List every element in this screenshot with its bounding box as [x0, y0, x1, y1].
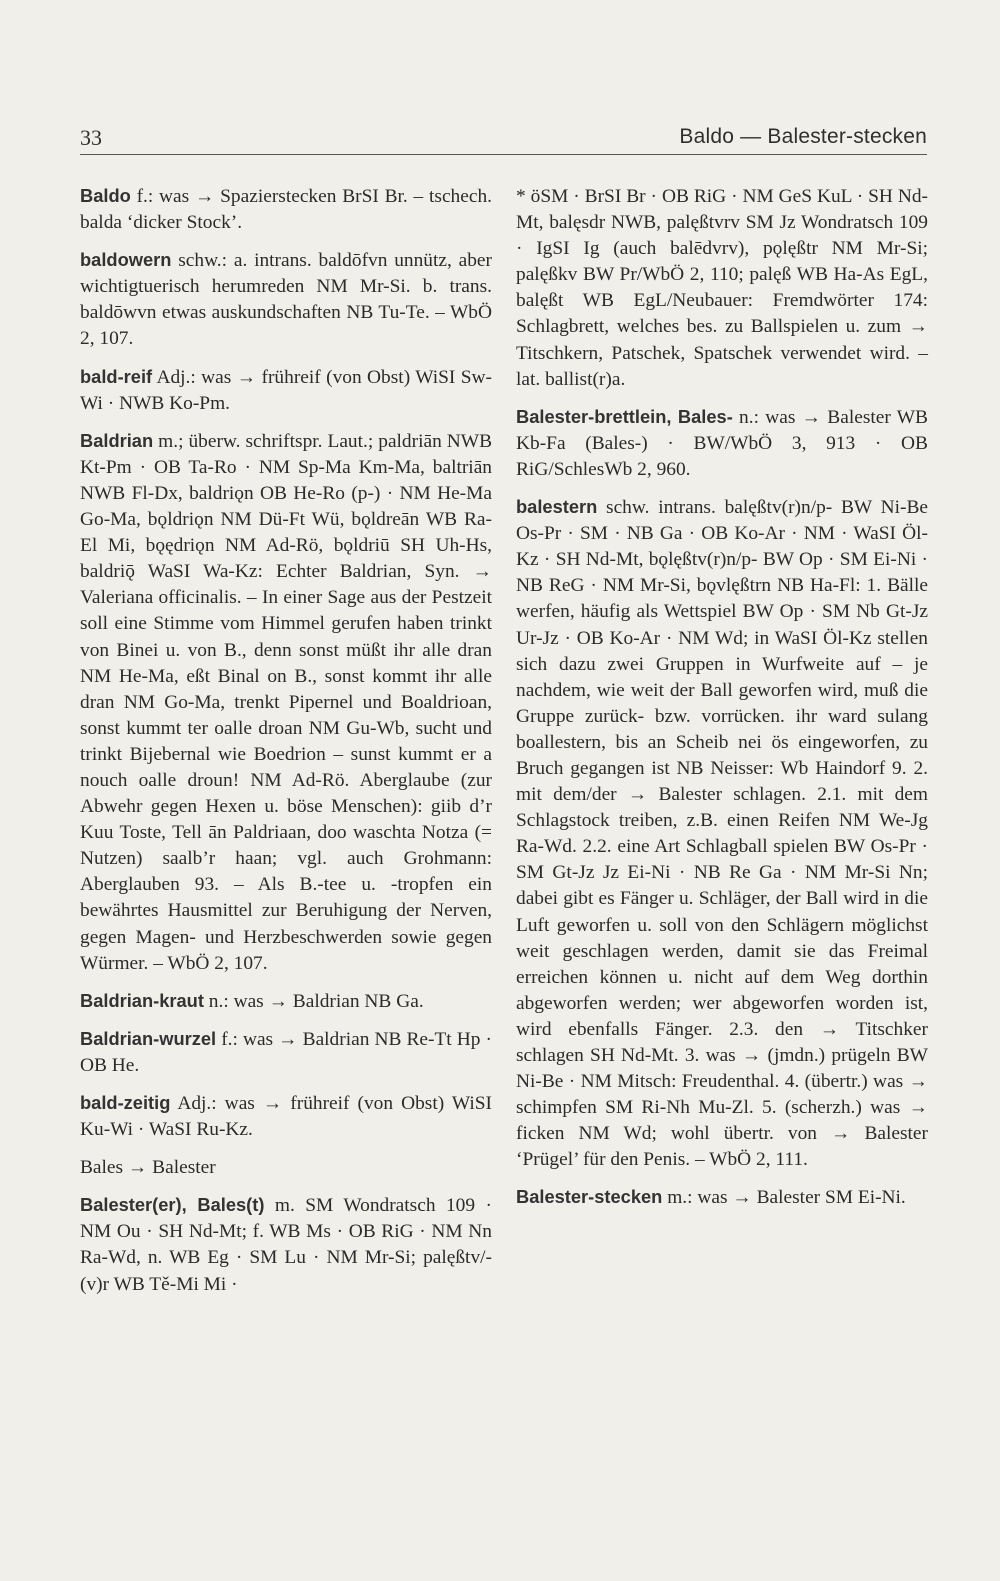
dictionary-entry — [516, 1184, 928, 1211]
entry-text: n.: was → Baldrian NB Ga. — [203, 990, 424, 1012]
dictionary-entry — [80, 1090, 492, 1143]
entry-text: * öSM · BrSI Br · OB RiG · NM GeS KuL · SH Nd-Mt, balęsdr NWB, palęßtvrv SM Jz Wondratsch 109 · IgSI Ig (auch balēdvrv), pǫlęßtr NM Mr-Si; palęßkv BW Pr/WbÖ 2, 110; palęß WB Ha-As EgL, balęßt WB EgL/Neubauer: Fremdwörter 174: Schlagbrett, welches bes. zu Ballspielen u. zum → Titschkern, Patschek, Spatschek verwendet wird. – lat. ballist(r)a. — [516, 186, 928, 390]
page-number: 33 — [80, 125, 102, 150]
entry-lemma: Baldo — [80, 185, 131, 206]
dictionary-entry — [80, 183, 492, 236]
entry-lemma: Baldrian — [80, 429, 154, 451]
dictionary-entry — [80, 428, 492, 977]
cross-reference-entry — [80, 1154, 492, 1181]
dictionary-entry — [80, 988, 492, 1015]
entry-lemma: Balester-stecken — [516, 1186, 663, 1208]
entry-lemma: Baldrian-wurzel — [80, 1027, 217, 1049]
dictionary-entry — [80, 1192, 492, 1297]
entry-text: n.: was → Balester WB Kb-Fa (Bales-) · BW/WbÖ 3, 913 · OB RiG/SchlesWb 2, 960. — [516, 406, 928, 480]
entry-text: Bales → Balester — [80, 1157, 216, 1179]
entry-lemma: Balester(er), Bales(t) — [80, 1194, 265, 1216]
entry-text: Adj.: was → frühreif (von Obst) WiSI Sw-Wi · NWB Ko-Pm. — [80, 366, 492, 414]
entry-text: m.: was → Balester SM Ei-Ni. — [662, 1187, 906, 1209]
dictionary-entry — [516, 404, 928, 483]
entry-lemma: bald-zeitig — [80, 1092, 171, 1113]
header-rule — [80, 154, 927, 155]
entry-text: Adj.: was → frühreif (von Obst) WiSI Ku-Wi · WaSI Ru-Kz. — [80, 1093, 492, 1141]
entry-lemma: Balester-brettlein, Bales- — [516, 405, 733, 427]
entry-lemma: bald-reif — [80, 365, 153, 387]
dictionary-entry — [80, 364, 492, 417]
entry-text: m.; überw. schriftspr. Laut.; paldriān NWB Kt-Pm · OB Ta-Ro · NM Sp-Ma Km-Ma, baltriān NWB Fl-Dx, baldriǫn OB He-Ro (p-) · NM He-Ma Go-Ma, bǫldriǫn NM Dü-Ft Wü, bǫldreān WB Ra-El Mi, bǫędriǫn NM Ad-Rö, bǫldriū SH Uh-Hs, baldriǭ WaSI Wa-Kz: Echter Baldrian, Syn. → Valeriana officinalis. – In einer Sage aus der Pestzeit soll eine Stimme vom Himmel gerufen haben trinkt von Binei u. von B., denn sonst müßt ihr alle dran NM He-Ma, eßt Binal on B., sonst kommt ihr alle dran NM Go-Ma, trenkt Pipernel und Boaldrioan, sonst kummt ter oalle droan NM Gu-Wb, sucht und trinkt Bijebernal wie Boedrion – sunst kummt er a nouch oalle droun! NM Ad-Rö. Aberglaube (zur Abwehr gegen Hexen u. böse Menschen): giib d’r Kuu Toste, Tell ān Paldriaan, doo waschta Notza (= Nutzen) saalb’r haan; vgl. auch Grohmann: Aberglauben 93. – Als B.-tee u. -tropfen ein bewährtes Hausmittel zur Beruhigung der Nerven, gegen Magen- und Herzbeschwerden sowie gegen Würmer. – WbÖ 2, 107. — [80, 430, 492, 974]
dictionary-entry — [80, 1026, 492, 1079]
entry-text: schw. intrans. balęßtv(r)n/p- BW Ni-Be Os-Pr · SM · NB Ga · OB Ko-Ar · NM · WaSI Öl-Kz · SH Nd-Mt, bǫlęßtv(r)n/p- BW Op · SM Ei-Ni · NB ReG · NM Mr-Si, bǫvlęßtrn NB Ha-Fl: 1. Bälle werfen, häufig als Wettspiel BW Op · SM Nb Gt-Jz Ur-Jz · OB Ko-Ar · NM Wd; in WaSI Öl-Kz stellen sich dazu zwei Gruppen in Wurfweite auf – je nachdem, wie weit der Ball geworfen wird, muß die Gruppe zurück- bzw. vorrücken. ihr ward sulang boallestern, bis an Scheib nei ös eingeworfen, zu Bruch gegangen ist NB Neisser: Wb Haindorf 9. 2. mit dem/der → Balester schlagen. 2.1. mit dem Schlagstock treiben, z.B. einen Reifen NM We-Jg Ra-Wd. 2.2. eine Art Schlagball spielen BW Os-Pr · SM Gt-Jz Jz Ei-Ni · NB Re Ga · NM Mr-Si Nn; dabei gibt es Fänger u. Schläger, der Ball wird in die Luft geworfen u. soll von den Schlägern möglichst weit geschlagen werden, damit sie das Freimal erreichen können u. nicht auf dem Weg dorthin abgeworfen werden; wer abgeworfen worden ist, wird ebenfalls Fänger. 2.3. den → Titschker schlagen SH Nd-Mt. 3. was → (jmdn.) prügeln BW Ni-Be · NM Mitsch: Freudenthal. 4. (übertr.) was → schimpfen SM Ri-Nh Mu-Zl. 5. (scherzh.) was → ficken NM Wd; wohl übertr. von → Balester ‘Prügel’ für den Penis. – WbÖ 2, 111. — [516, 497, 928, 1171]
continued-entry — [516, 183, 928, 393]
entry-text: schw.: a. intrans. baldōfvn unnütz, aber wichtigtuerisch herumreden NM Mr-Si. b. trans. baldōwvn etwas auskundschaften NB Tu-Te. – WbÖ 2, 107. — [80, 250, 492, 350]
entry-text: f.: was → Baldrian NB Re-Tt Hp · OB He. — [80, 1028, 492, 1076]
entry-lemma: Baldrian-kraut — [80, 989, 204, 1011]
dictionary-entry — [516, 494, 928, 1173]
entry-lemma: baldowern — [80, 249, 172, 271]
left-column — [80, 183, 492, 1309]
right-column — [516, 183, 928, 1223]
dictionary-entry — [80, 247, 492, 352]
entry-text: f.: was → Spazierstecken BrSI Br. – tschech. balda ‘dicker Stock’. — [80, 186, 492, 234]
entry-lemma: balestern — [516, 496, 598, 518]
running-title: Baldo — Balester-stecken — [679, 125, 927, 148]
entry-text: m. SM Wondratsch 109 · NM Ou · SH Nd-Mt; f. WB Ms · OB RiG · NM Nn Ra-Wd, n. WB Eg · SM Lu · NM Mr-Si; palęßtv/-(v)r WB Tě-Mi Mi · — [80, 1195, 492, 1295]
